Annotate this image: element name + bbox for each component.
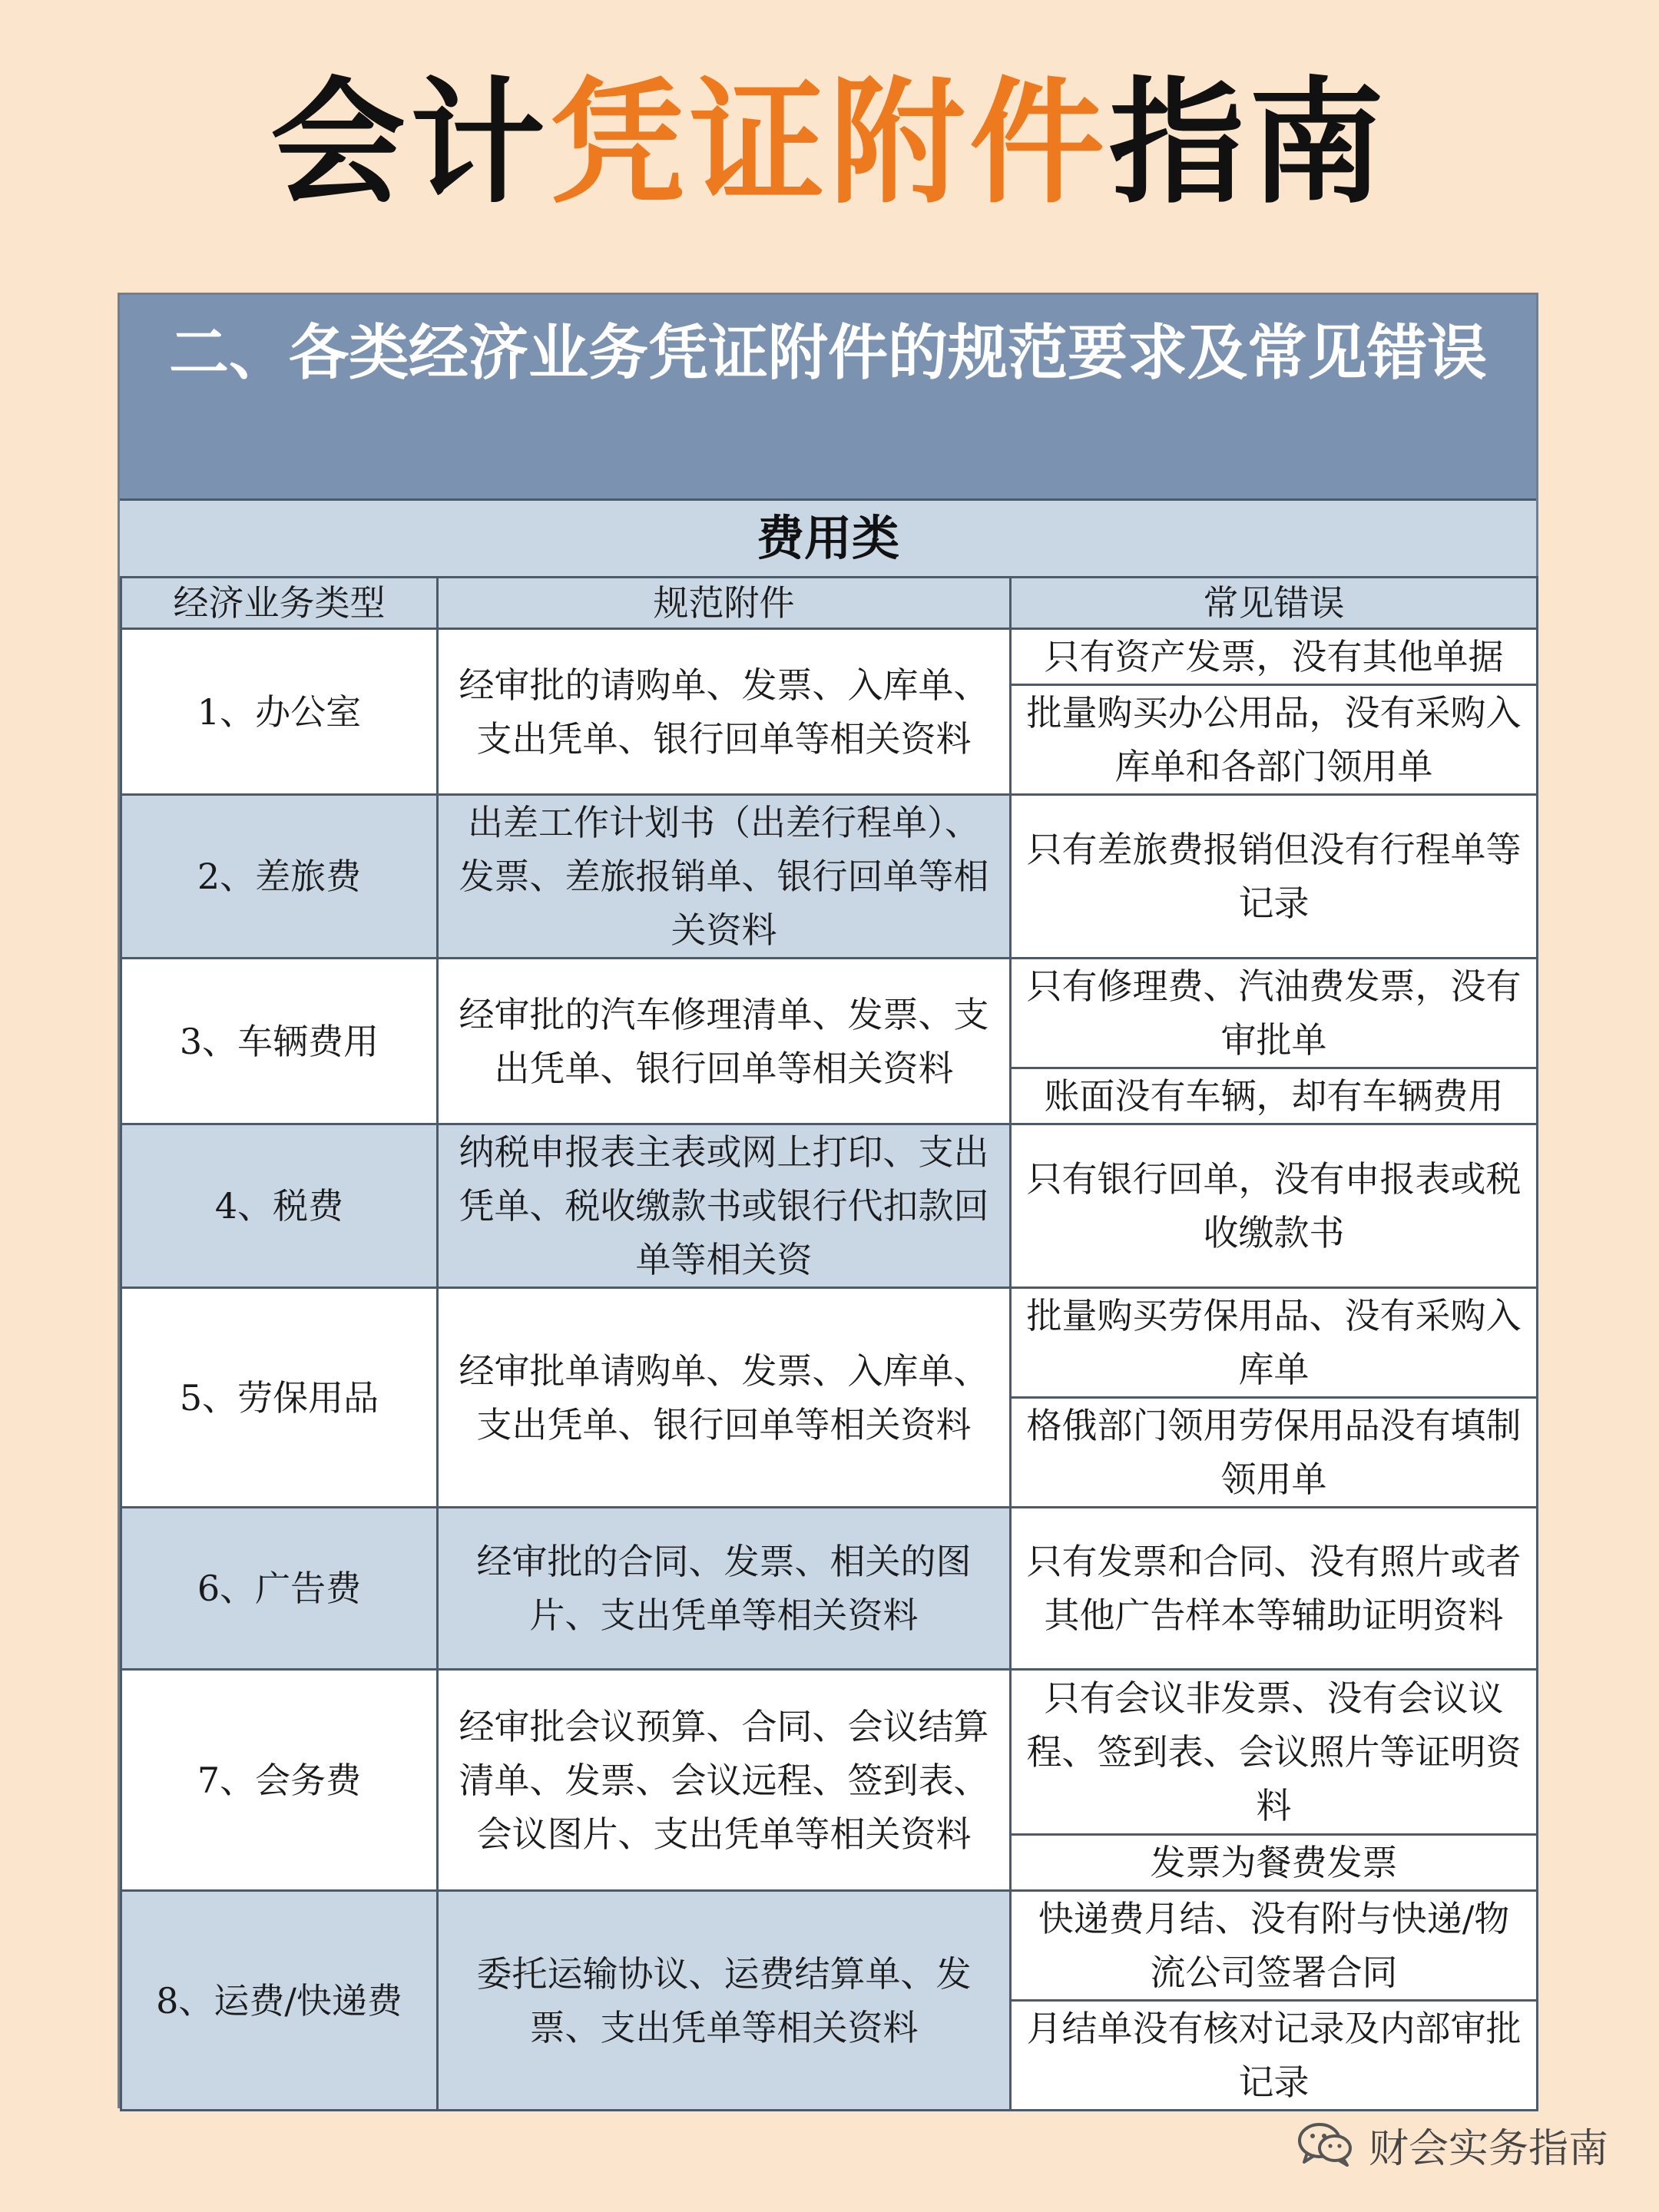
table-row bbox=[121, 1508, 1538, 1670]
guide-table bbox=[120, 576, 1538, 2111]
row-attachment: 经审批的汽车修理清单、发票、支出凭单、银行回单等相关资料 bbox=[438, 959, 1011, 1124]
title-part-3: 指南 bbox=[1109, 65, 1389, 222]
row-error: 批量购买办公用品，没有采购入库单和各部门领用单 bbox=[1011, 685, 1538, 795]
row-type: 3、车辆费用 bbox=[121, 959, 438, 1124]
header-errors: 常见错误 bbox=[1011, 578, 1538, 629]
footer-brand bbox=[1296, 2114, 1608, 2175]
row-type: 2、差旅费 bbox=[121, 795, 438, 959]
header-type: 经济业务类型 bbox=[121, 578, 438, 629]
row-error: 只有发票和合同、没有照片或者其他广告样本等辅助证明资料 bbox=[1011, 1508, 1538, 1670]
guide-sheet bbox=[120, 295, 1536, 2106]
row-error: 只有差旅费报销但没有行程单等记录 bbox=[1011, 795, 1538, 959]
footer-brand-name: 财会实务指南 bbox=[1368, 2125, 1608, 2172]
row-attachment: 出差工作计划书（出差行程单）、发票、差旅报销单、银行回单等相关资料 bbox=[438, 795, 1011, 959]
row-attachment: 经审批的合同、发票、相关的图片、支出凭单等相关资料 bbox=[438, 1508, 1011, 1670]
header-attachment: 规范附件 bbox=[438, 578, 1011, 629]
row-type: 1、办公室 bbox=[121, 629, 438, 795]
row-error: 只有银行回单，没有申报表或税收缴款书 bbox=[1011, 1124, 1538, 1288]
section-title: 二、各类经济业务凭证附件的规范要求及常见错误 bbox=[120, 295, 1536, 501]
row-error: 账面没有车辆，却有车辆费用 bbox=[1011, 1068, 1538, 1124]
row-error: 只有会议非发票、没有会议议程、签到表、会议照片等证明资料 bbox=[1011, 1670, 1538, 1835]
row-error: 月结单没有核对记录及内部审批记录 bbox=[1011, 2001, 1538, 2111]
table-row bbox=[121, 629, 1538, 685]
row-error: 批量购买劳保用品、没有采购入库单 bbox=[1011, 1288, 1538, 1398]
category-header: 费用类 bbox=[120, 501, 1536, 578]
row-error: 只有资产发票，没有其他单据 bbox=[1011, 629, 1538, 685]
table-row bbox=[121, 795, 1538, 959]
row-attachment: 经审批单请购单、发票、入库单、支出凭单、银行回单等相关资料 bbox=[438, 1288, 1011, 1508]
row-type: 8、运费/快递费 bbox=[121, 1891, 438, 2111]
table-row bbox=[121, 1288, 1538, 1398]
row-error: 只有修理费、汽油费发票，没有审批单 bbox=[1011, 959, 1538, 1068]
table-row bbox=[121, 959, 1538, 1068]
table-row bbox=[121, 1670, 1538, 1835]
row-attachment: 纳税申报表主表或网上打印、支出凭单、税收缴款书或银行代扣款回单等相关资 bbox=[438, 1124, 1011, 1288]
row-type: 5、劳保用品 bbox=[121, 1288, 438, 1508]
table-header-row bbox=[121, 578, 1538, 629]
row-error: 格俄部门领用劳保用品没有填制领用单 bbox=[1011, 1398, 1538, 1508]
row-type: 4、税费 bbox=[121, 1124, 438, 1288]
title-part-2: 凭证附件 bbox=[549, 65, 1109, 222]
page-title bbox=[0, 65, 1659, 222]
row-attachment: 经审批会议预算、合同、会议结算清单、发票、会议远程、签到表、会议图片、支出凭单等相关资料 bbox=[438, 1670, 1011, 1891]
row-error: 快递费月结、没有附与快递/物流公司签署合同 bbox=[1011, 1891, 1538, 2001]
row-attachment: 经审批的请购单、发票、入库单、支出凭单、银行回单等相关资料 bbox=[438, 629, 1011, 795]
row-attachment: 委托运输协议、运费结算单、发票、支出凭单等相关资料 bbox=[438, 1891, 1011, 2111]
row-type: 6、广告费 bbox=[121, 1508, 438, 1670]
row-type: 7、会务费 bbox=[121, 1670, 438, 1891]
title-part-1: 会计 bbox=[270, 65, 550, 222]
table-row bbox=[121, 1891, 1538, 2001]
wechat-icon bbox=[1296, 2121, 1355, 2168]
row-error: 发票为餐费发票 bbox=[1011, 1835, 1538, 1891]
table-row bbox=[121, 1124, 1538, 1288]
